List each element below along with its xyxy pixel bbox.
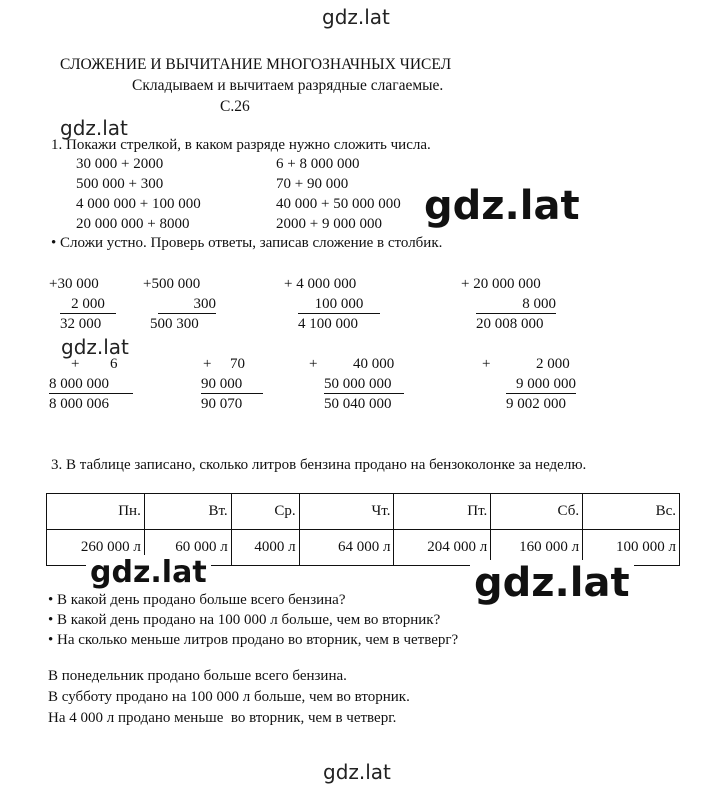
col1-result: 32 000 — [60, 316, 102, 328]
col6-addend-b: 90 000 — [201, 376, 263, 394]
table-cell: 204 000 л — [394, 530, 491, 566]
expr-right-2: 70 + 90 000 — [276, 176, 349, 192]
watermark-bottom: gdz.lat — [323, 760, 391, 784]
col4-addend-b: 8 000 — [476, 296, 556, 314]
expr-left-2: 500 000 + 300 — [76, 176, 164, 192]
table-row-days — [47, 494, 680, 530]
table-cell: 100 000 л — [583, 530, 680, 566]
table-header-cell: Пн. — [47, 494, 145, 530]
col5-addend-b: 8 000 000 — [49, 376, 133, 394]
task1-instruction: • Сложи устно. Проверь ответы, записав сложение в столбик. — [51, 235, 443, 251]
watermark-big-1: gdz.lat — [424, 183, 580, 229]
table-header-cell: Вт. — [144, 494, 231, 530]
page-number: С.26 — [220, 98, 250, 115]
table-cell: 64 000 л — [299, 530, 394, 566]
col7-addend-b: 50 000 000 — [324, 376, 404, 394]
col8-addend-a: 2 000 — [536, 356, 570, 372]
table-header-cell: Чт. — [299, 494, 394, 530]
col4-result: 20 008 000 — [476, 316, 544, 332]
col8-plus: + — [482, 356, 491, 372]
col4-addend-a: + 20 000 000 — [461, 276, 541, 292]
table-cell: 4000 л — [231, 530, 299, 566]
col3-addend-a: + 4 000 000 — [284, 276, 357, 292]
col7-addend-a: 40 000 — [353, 356, 395, 372]
task1-question: 1. Покажи стрелкой, в каком разряде нужно сложить числа. — [51, 137, 431, 153]
table-header-cell: Вс. — [583, 494, 680, 530]
col5-addend-a: 6 — [110, 356, 118, 372]
col2-addend-a: +500 000 — [143, 276, 201, 292]
watermark-left-1: gdz.lat — [60, 116, 128, 140]
page-title: СЛОЖЕНИЕ И ВЫЧИТАНИЕ МНОГОЗНАЧНЫХ ЧИСЕЛ — [60, 56, 452, 73]
task3-question-2: • В какой день продано на 100 000 л больше, чем во вторник? — [48, 612, 441, 628]
col2-addend-b: 300 — [158, 296, 216, 314]
col8-addend-b: 9 000 000 — [506, 376, 576, 394]
col3-addend-b: 100 000 — [298, 296, 380, 314]
expr-right-3: 40 000 + 50 000 000 — [276, 196, 401, 212]
table-header-cell: Пт. — [394, 494, 491, 530]
task3-answer-3: На 4 000 л продано меньше во вторник, чем в четверг. — [48, 710, 397, 726]
col6-plus: + — [203, 356, 212, 372]
table-header-cell: Ср. — [231, 494, 299, 530]
col3-result: 4 100 000 — [298, 316, 358, 332]
task3-question-3: • На сколько меньше литров продано во вторник, чем в четверг? — [48, 632, 459, 648]
col7-plus: + — [309, 356, 318, 372]
expr-right-4: 2000 + 9 000 000 — [276, 216, 382, 232]
task3-answer-1: В понедельник продано больше всего бензина. — [48, 668, 347, 684]
col7-result: 50 040 000 — [324, 396, 392, 412]
task3-question: 3. В таблице записано, сколько литров бензина продано на бензоколонке за неделю. — [51, 457, 587, 473]
table-cell: 260 000 л — [47, 530, 145, 566]
table-cell: 160 000 л — [491, 530, 583, 566]
expr-left-1: 30 000 + 2000 — [76, 156, 164, 172]
col6-result: 90 070 — [201, 396, 243, 412]
col1-addend-a: +30 000 — [49, 276, 99, 292]
table-cell: 60 000 л — [144, 530, 231, 566]
page-subtitle: Складываем и вычитаем разрядные слагаемые. — [132, 77, 444, 94]
task3-question-1: • В какой день продано больше всего бензина? — [48, 592, 346, 608]
col8-result: 9 002 000 — [506, 396, 566, 412]
watermark-big-left: gdz.lat — [86, 555, 211, 590]
task3-answer-2: В субботу продано на 100 000 л больше, чем во вторник. — [48, 689, 410, 705]
col1-addend-b: 2 000 — [60, 296, 116, 314]
expr-left-3: 4 000 000 + 100 000 — [76, 196, 201, 212]
expr-right-1: 6 + 8 000 000 — [276, 156, 360, 172]
col6-addend-a: 70 — [230, 356, 245, 372]
col2-result: 500 300 — [150, 316, 199, 332]
table-header-cell: Сб. — [491, 494, 583, 530]
watermark-top: gdz.lat — [322, 5, 390, 29]
col5-result: 8 000 006 — [49, 396, 109, 412]
expr-left-4: 20 000 000 + 8000 — [76, 216, 190, 232]
watermark-big-right: gdz.lat — [470, 560, 634, 606]
watermark-left-2: gdz.lat — [61, 335, 129, 359]
col5-plus: + — [71, 356, 80, 372]
